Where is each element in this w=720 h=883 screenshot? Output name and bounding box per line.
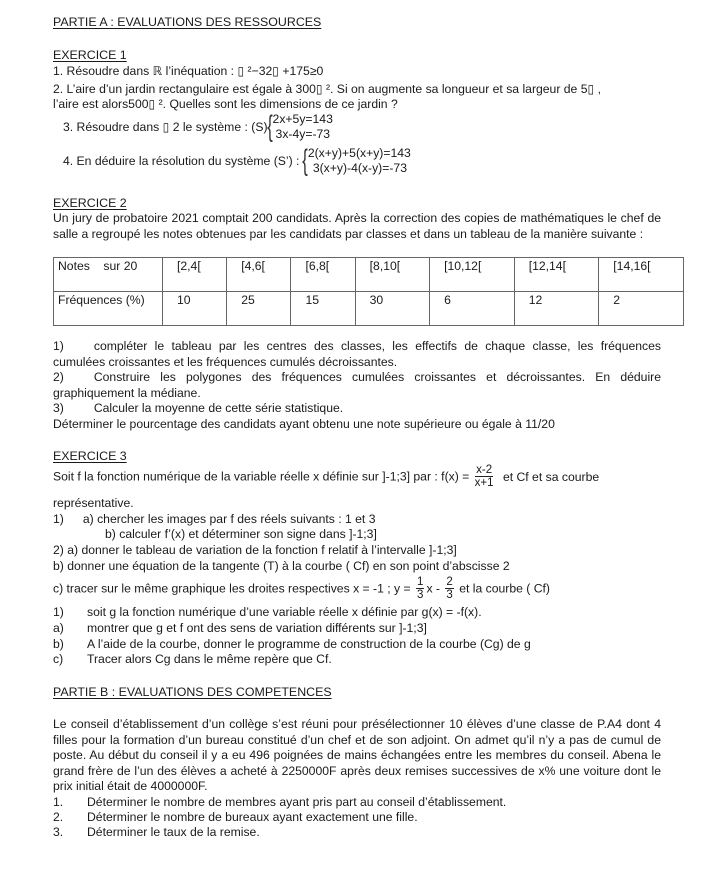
system-s: [268, 112, 333, 142]
exercice-2-intro: Un jury de probatoire 2021 comptait 200 candidats. Après la correction des copies de mathématiques le chef de salle a regroupé les notes obtenues par les candidats par classes et dans un tableau de la manière suivante :: [53, 211, 661, 241]
question-number: 2): [53, 370, 64, 384]
exercice-3-intro: [53, 464, 599, 489]
exercice-1-question-3: [63, 112, 333, 142]
item-text: Déterminer le taux de la remise.: [87, 825, 260, 839]
fraction-denominator: x+1: [474, 477, 494, 489]
item-text: montrer que g et f ont des sens de variation différents sur ]-1;3]: [87, 621, 427, 635]
question-text: c) tracer sur le même graphique les droites respectives x = -1 ; y =: [53, 581, 411, 596]
question-text: Construire les polygones des fréquences cumulées croissantes et décroissantes. En déduire graphiquement la médiane.: [53, 370, 661, 400]
fraction-two-thirds: [445, 576, 453, 601]
exercice-3-question-2c: [53, 576, 550, 601]
fraction-denominator: 3: [417, 589, 424, 601]
table-cell-class: [6,8[: [291, 258, 355, 292]
exercice-1-question-2-line-1: 2. L’aire d’un jardin rectangulaire est égale à 300▯ ². Si on augmente sa longueur et sa largeur de 5▯ ,: [53, 82, 601, 96]
question-number: 3): [53, 401, 64, 415]
exercice-3-intro-line-2: représentative.: [53, 496, 134, 510]
fraction-numerator: x-2: [476, 464, 493, 476]
item-number: c): [53, 652, 64, 666]
fraction-denominator: 3: [446, 589, 453, 601]
partie-b-paragraph: Le conseil d’établissement d’un collège s’est réuni pour présélectionner 10 élèves d’une classe de P.A4 dont 4 filles pour la formation d’un bureau constitué d’un chef et de son adjoint. On admet qu’il n’y a pas de cumul de poste. Au début du conseil il y a eu 496 poignées de mains échangées entre les membres du conseil. Abena le grand frère de l’un des élèves a acheté à 2250000F après deux remises successives de x% une voiture dont le prix initial était de 4000000F.: [53, 717, 661, 793]
fraction-one-third: [416, 576, 424, 601]
question-4-prefix: 4. En déduire la résolution du système (S’) :: [63, 154, 300, 168]
table-header-notes: Notes sur 20: [54, 258, 163, 292]
partie-b-title: PARTIE B : EVALUATIONS DES COMPETENCES: [53, 685, 332, 699]
item-number: a): [53, 621, 64, 635]
question-3-prefix: 3. Résoudre dans ▯ 2 le système : (S): [63, 120, 268, 134]
question-text: a) chercher les images par f des réels suivants : 1 et 3: [82, 512, 376, 526]
table-cell-class: [8,10[: [355, 258, 429, 292]
table-row-frequences: [54, 292, 684, 326]
item-number: 2.: [53, 810, 64, 824]
item-text: Déterminer le nombre de membres ayant pris part au conseil d’établissement.: [87, 795, 507, 809]
table-header-frequences: Fréquences (%): [54, 292, 163, 326]
table-cell-class: [2,4[: [163, 258, 227, 292]
exercice-1-question-1: 1. Résoudre dans ℝ l’inéquation : ▯ ²−32▯ +175≥0: [53, 64, 324, 78]
table-cell-class: [14,16[: [599, 258, 684, 292]
partie-b-question: [53, 825, 260, 839]
exercice-1-question-4: [63, 146, 411, 176]
exercice-2-question-1: [53, 339, 661, 370]
table-cell-frequence: 6: [430, 292, 515, 326]
table-cell-frequence: 2: [599, 292, 684, 326]
item-number: 1): [53, 605, 64, 619]
item-text: Déterminer le nombre de bureaux ayant exactement une fille.: [87, 810, 418, 824]
exercice-3-question-2a: 2) a) donner le tableau de variation de la fonction f relatif à l’intervalle ]-1;3]: [53, 543, 457, 557]
table-cell-frequence: 30: [355, 292, 429, 326]
system-s-prime-equation-1: 2(x+y)+5(x+y)=143: [307, 146, 411, 160]
question-text-mid: x -: [426, 581, 440, 596]
fraction-numerator: 2: [446, 576, 453, 588]
brace-icon: {: [266, 110, 273, 143]
partie-b-question: [53, 810, 418, 824]
exercice-1-title: EXERCICE 1: [53, 48, 127, 62]
g-item: [53, 652, 332, 666]
exercice-2-question-2: [53, 370, 661, 401]
item-text: A l’aide de la courbe, donner le programme de construction de la courbe (Cg) de g: [87, 637, 531, 651]
table-cell-frequence: 12: [514, 292, 599, 326]
frequency-table: [53, 257, 684, 326]
table-row-classes: [54, 258, 684, 292]
exercice-2-title: EXERCICE 2: [53, 196, 127, 210]
partie-b-question: [53, 795, 506, 809]
exercice-1-question-2-line-2: l’aire est alors500▯ ². Quelles sont les dimensions de ce jardin ?: [53, 97, 398, 111]
g-item: [53, 605, 482, 619]
fraction-f: [475, 464, 494, 489]
brace-icon: {: [302, 144, 308, 177]
g-item: [53, 621, 427, 635]
system-s-prime-equation-2: 3(x+y)-4(x-y)=-73: [312, 161, 407, 175]
system-s-prime: [303, 146, 411, 176]
table-cell-class: [10,12[: [430, 258, 515, 292]
intro-text: Soit f la fonction numérique de la variable réelle x définie sur ]-1;3] par : f(x) =: [53, 469, 470, 484]
system-s-equation-1: 2x+5y=143: [272, 112, 333, 126]
intro-text-after: et Cf et sa courbe: [502, 469, 600, 484]
g-item: [53, 637, 531, 651]
question-number: 1): [53, 512, 64, 526]
table-cell-frequence: 10: [163, 292, 227, 326]
question-text-after: et la courbe ( Cf): [459, 581, 550, 596]
table-cell-frequence: 15: [291, 292, 355, 326]
item-text: Tracer alors Cg dans le même repère que Cf.: [87, 652, 332, 666]
item-number: 1.: [53, 795, 64, 809]
table-cell-class: [4,6[: [227, 258, 291, 292]
item-text: soit g la fonction numérique d’une variable réelle x définie par g(x) = -f(x).: [87, 605, 482, 619]
question-text: Calculer la moyenne de cette série statistique.: [93, 401, 344, 415]
system-s-equation-2: 3x-4y=-73: [275, 127, 331, 141]
exercice-3-question-1a: [53, 512, 375, 526]
table-cell-frequence: 25: [227, 292, 291, 326]
item-number: b): [53, 637, 64, 651]
exercice-3-question-1b: b) calculer f’(x) et déterminer son signe dans ]-1;3]: [105, 527, 377, 541]
item-number: 3.: [53, 825, 64, 839]
table-cell-class: [12,14[: [514, 258, 599, 292]
exercice-3-question-2b: b) donner une équation de la tangente (T) à la courbe ( Cf) en son point d’abscisse 2: [53, 559, 510, 573]
question-number: 1): [53, 339, 64, 353]
partie-a-title: PARTIE A : EVALUATIONS DES RESSOURCES: [53, 15, 322, 29]
exercice-2-question-4: Déterminer le pourcentage des candidats ayant obtenu une note supérieure ou égale à 11/20: [53, 417, 555, 431]
exercice-2-question-3: [53, 401, 343, 415]
exercice-3-title: EXERCICE 3: [53, 449, 127, 463]
question-text: compléter le tableau par les centres des classes, les effectifs de chaque classe, les fréquences cumulées croissantes et les fréquences cumulés décroissantes.: [53, 339, 661, 369]
fraction-numerator: 1: [417, 576, 424, 588]
